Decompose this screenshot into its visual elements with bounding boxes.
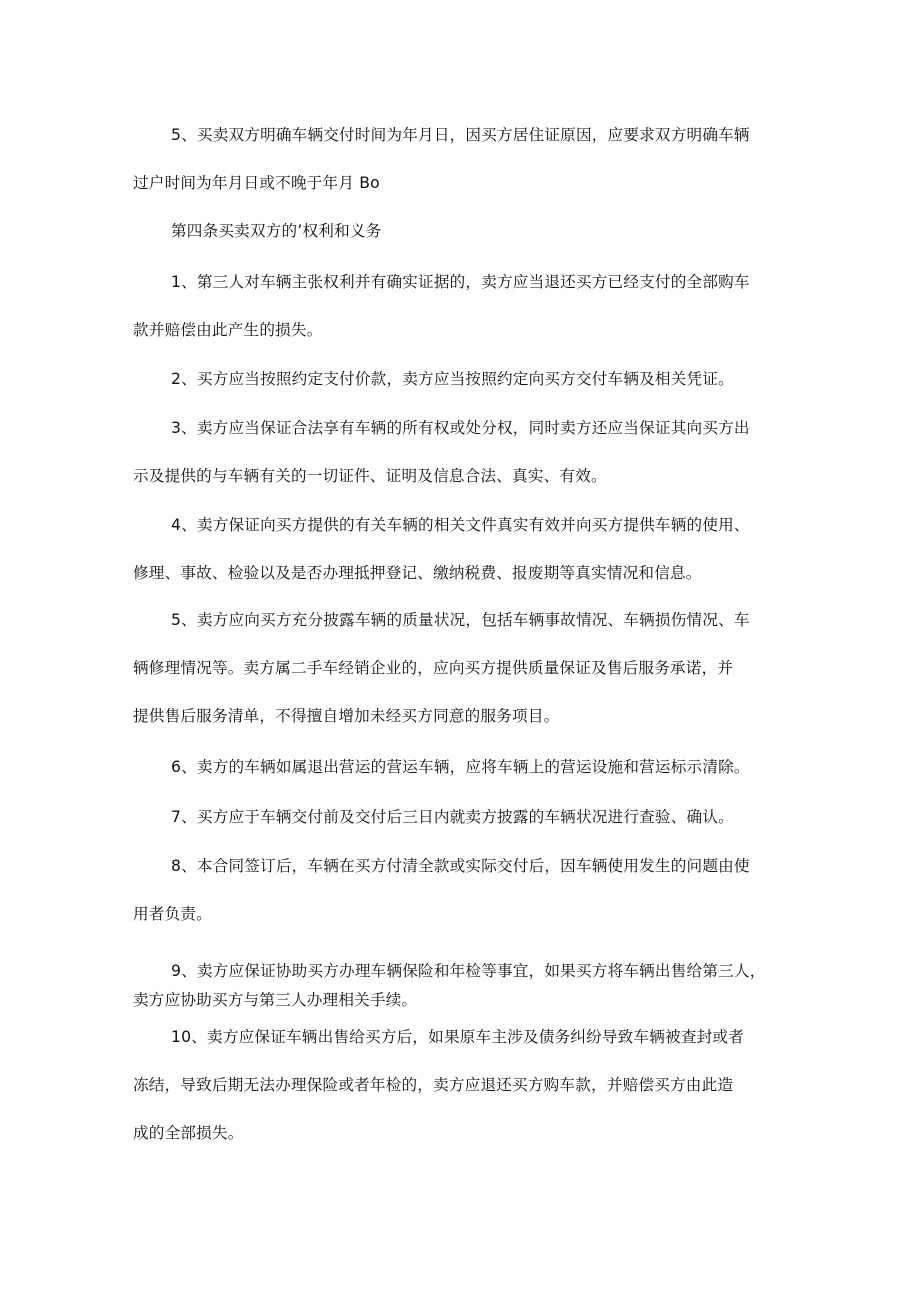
paragraph-vehicle-delivery-time	[133, 111, 798, 207]
paragraph-clause-10	[133, 1013, 798, 1157]
text-line: 10、卖方应保证车辆出售给买方后，如果原车主涉及债务纠纷导致车辆被查封或者	[171, 1028, 745, 1046]
text-line: 示及提供的与车辆有关的一切证件、证明及信息合法、真实、有效。	[133, 467, 607, 485]
paragraph-clause-7	[133, 793, 798, 841]
text-line: 7、买方应于车辆交付前及交付后三日内就卖方披露的车辆状况进行查验、确认。	[171, 808, 734, 826]
text-line: 6、卖方的车辆如属退出营运的营运车辆，应将车辆上的营运设施和营运标示清除。	[171, 758, 750, 776]
paragraph-clause-4	[133, 501, 798, 597]
text-line: 8、本合同签订后，车辆在买方付清全款或实际交付后，因车辆使用发生的问题由使	[171, 857, 750, 875]
paragraph-clause-9	[133, 957, 798, 1015]
text-line: 5、买卖双方明确车辆交付时间为年月日，因买方居住证原因，应要求双方明确车辆	[171, 126, 750, 144]
paragraph-clause-2	[133, 355, 798, 403]
paragraph-clause-8	[133, 842, 798, 938]
text-line: 辆修理情况等。卖方属二手车经销企业的，应向买方提供质量保证及售后服务承诺，并	[133, 659, 734, 677]
text-line: 2、买方应当按照约定支付价款，卖方应当按照约定向买方交付车辆及相关凭证。	[171, 370, 734, 388]
paragraph-clause-5	[133, 596, 798, 740]
text-line: 第四条买卖双方的’权利和义务	[171, 222, 382, 240]
text-line: 过户时间为年月日或不晚于年月 Bo	[133, 174, 380, 192]
text-line: 卖方应协助买方与第三人办理相关手续。	[133, 991, 418, 1009]
text-line: 成的全部损失。	[133, 1124, 244, 1142]
text-line: 用者负责。	[133, 905, 212, 923]
text-line: 4、卖方保证向买方提供的有关车辆的相关文件真实有效并向买方提供车辆的使用、	[171, 516, 750, 534]
paragraph-clause-3	[133, 404, 798, 500]
section-heading-rights-obligations	[133, 207, 798, 255]
text-line: 1、第三人对车辆主张权利并有确实证据的，卖方应当退还买方已经支付的全部购车	[171, 273, 750, 291]
text-line: 款并赔偿由此产生的损失。	[133, 321, 323, 339]
text-line: 冻结，导致后期无法办理保险或者年检的，卖方应退还买方购车款，并赔偿买方由此造	[133, 1076, 734, 1094]
text-line: 提供售后服务清单，不得擅自增加未经买方同意的服务项目。	[133, 707, 560, 725]
paragraph-clause-6	[133, 743, 798, 791]
text-line: 3、卖方应当保证合法享有车辆的所有权或处分权，同时卖方还应当保证其向买方出	[171, 419, 750, 437]
text-line: 5、卖方应向买方充分披露车辆的质量状况，包括车辆事故情况、车辆损伤情况、车	[171, 611, 750, 629]
text-line: 9、卖方应保证协助买方办理车辆保险和年检等事宜，如果买方将车辆出售给第三人，	[171, 962, 766, 980]
text-line: 修理、事故、检验以及是否办理抵押登记、缴纳税费、报废期等真实情况和信息。	[133, 564, 702, 582]
paragraph-clause-1	[133, 258, 798, 354]
